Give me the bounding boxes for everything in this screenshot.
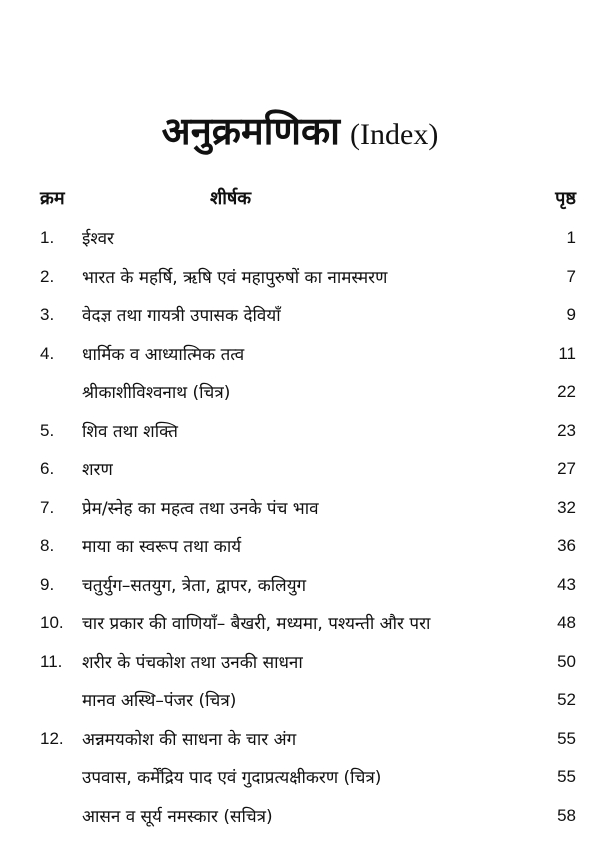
- entry-page: 55: [557, 728, 576, 748]
- toc-entry: [40, 455, 576, 494]
- entry-title: धार्मिक व आध्यात्मिक तत्व: [82, 344, 245, 365]
- toc-entry: [40, 532, 576, 571]
- toc-entry: [40, 648, 576, 687]
- entry-number: 9.: [40, 574, 55, 594]
- entry-number: 12.: [40, 728, 64, 748]
- title-hindi: अनुक्रमणिका: [161, 109, 341, 153]
- entry-title: चतुर्युग–सतयुग, त्रेता, द्वापर, कलियुग: [82, 575, 307, 596]
- entry-number: 11.: [40, 651, 63, 671]
- page-title: [0, 104, 600, 156]
- entry-page: 1: [566, 228, 576, 247]
- entry-page: 52: [557, 690, 576, 709]
- entry-title: प्रेम/स्नेह का महत्व तथा उनके पंच भाव: [82, 498, 319, 519]
- entry-title: मानव अस्थि–पंजर (चित्र): [82, 691, 237, 711]
- entry-number: 6.: [40, 459, 55, 478]
- entry-page: 58: [557, 805, 576, 825]
- entry-title: आसन व सूर्य नमस्कार (सचित्र): [82, 806, 273, 827]
- toc-list: [40, 224, 576, 840]
- toc-entry: [40, 802, 576, 841]
- entry-page: 27: [557, 459, 576, 478]
- entry-page: 7: [566, 266, 576, 286]
- toc-entry: [40, 340, 576, 379]
- entry-title: श्रीकाशीविश्वनाथ (चित्र): [82, 383, 231, 403]
- entry-page: 43: [557, 574, 576, 594]
- entry-title: ईश्वर: [82, 229, 114, 249]
- entry-page: 23: [557, 420, 576, 440]
- entry-number: 2.: [40, 266, 55, 286]
- entry-number: 1.: [40, 228, 55, 247]
- entry-title: अन्नमयकोश की साधना के चार अंग: [82, 729, 297, 750]
- entry-title: वेदज्ञ तथा गायत्री उपासक देवियाँ: [82, 306, 281, 326]
- entry-page: 11: [558, 343, 576, 363]
- entry-title: शिव तथा शक्ति: [82, 421, 178, 442]
- entry-number: 3.: [40, 305, 55, 324]
- toc-entry: [40, 263, 576, 302]
- header-page: पृष्ठ: [555, 188, 576, 209]
- entry-page: 48: [557, 613, 576, 632]
- entry-page: 22: [557, 382, 576, 401]
- entry-page: 32: [557, 497, 576, 517]
- title-english: (Index): [350, 118, 439, 151]
- toc-entry: [40, 763, 576, 802]
- toc-entry: [40, 378, 576, 417]
- entry-page: 9: [566, 305, 576, 324]
- entry-page: 36: [557, 536, 576, 555]
- toc-entry: [40, 301, 576, 340]
- toc-entry: [40, 571, 576, 610]
- entry-number: 10.: [40, 613, 64, 632]
- toc-entry: [40, 609, 576, 648]
- header-number: क्रम: [40, 188, 65, 209]
- toc-entry: [40, 224, 576, 263]
- entry-title: माया का स्वरूप तथा कार्य: [82, 537, 242, 557]
- header-title: शीर्षक: [210, 188, 252, 209]
- entry-title: शरीर के पंचकोश तथा उनकी साधना: [82, 652, 303, 673]
- entry-title: भारत के महर्षि, ऋषि एवं महापुरुषों का नामस्मरण: [82, 267, 388, 288]
- entry-page: 55: [557, 767, 576, 786]
- toc-entry: [40, 725, 576, 764]
- entry-title: शरण: [82, 460, 113, 480]
- entry-number: 8.: [40, 536, 55, 555]
- entry-title: उपवास, कर्मेंद्रिय पाद एवं गुदाप्रत्यक्षीकरण (चित्र): [82, 768, 382, 788]
- toc-entry: [40, 417, 576, 456]
- entry-number: 5.: [40, 420, 55, 440]
- entry-number: 4.: [40, 343, 55, 363]
- toc-entry: [40, 494, 576, 533]
- entry-page: 50: [557, 651, 576, 671]
- toc-header: [40, 186, 576, 216]
- entry-number: 7.: [40, 497, 55, 517]
- entry-title: चार प्रकार की वाणियाँ– बैखरी, मध्यमा, पश्यन्ती और परा: [82, 614, 431, 634]
- toc-entry: [40, 686, 576, 725]
